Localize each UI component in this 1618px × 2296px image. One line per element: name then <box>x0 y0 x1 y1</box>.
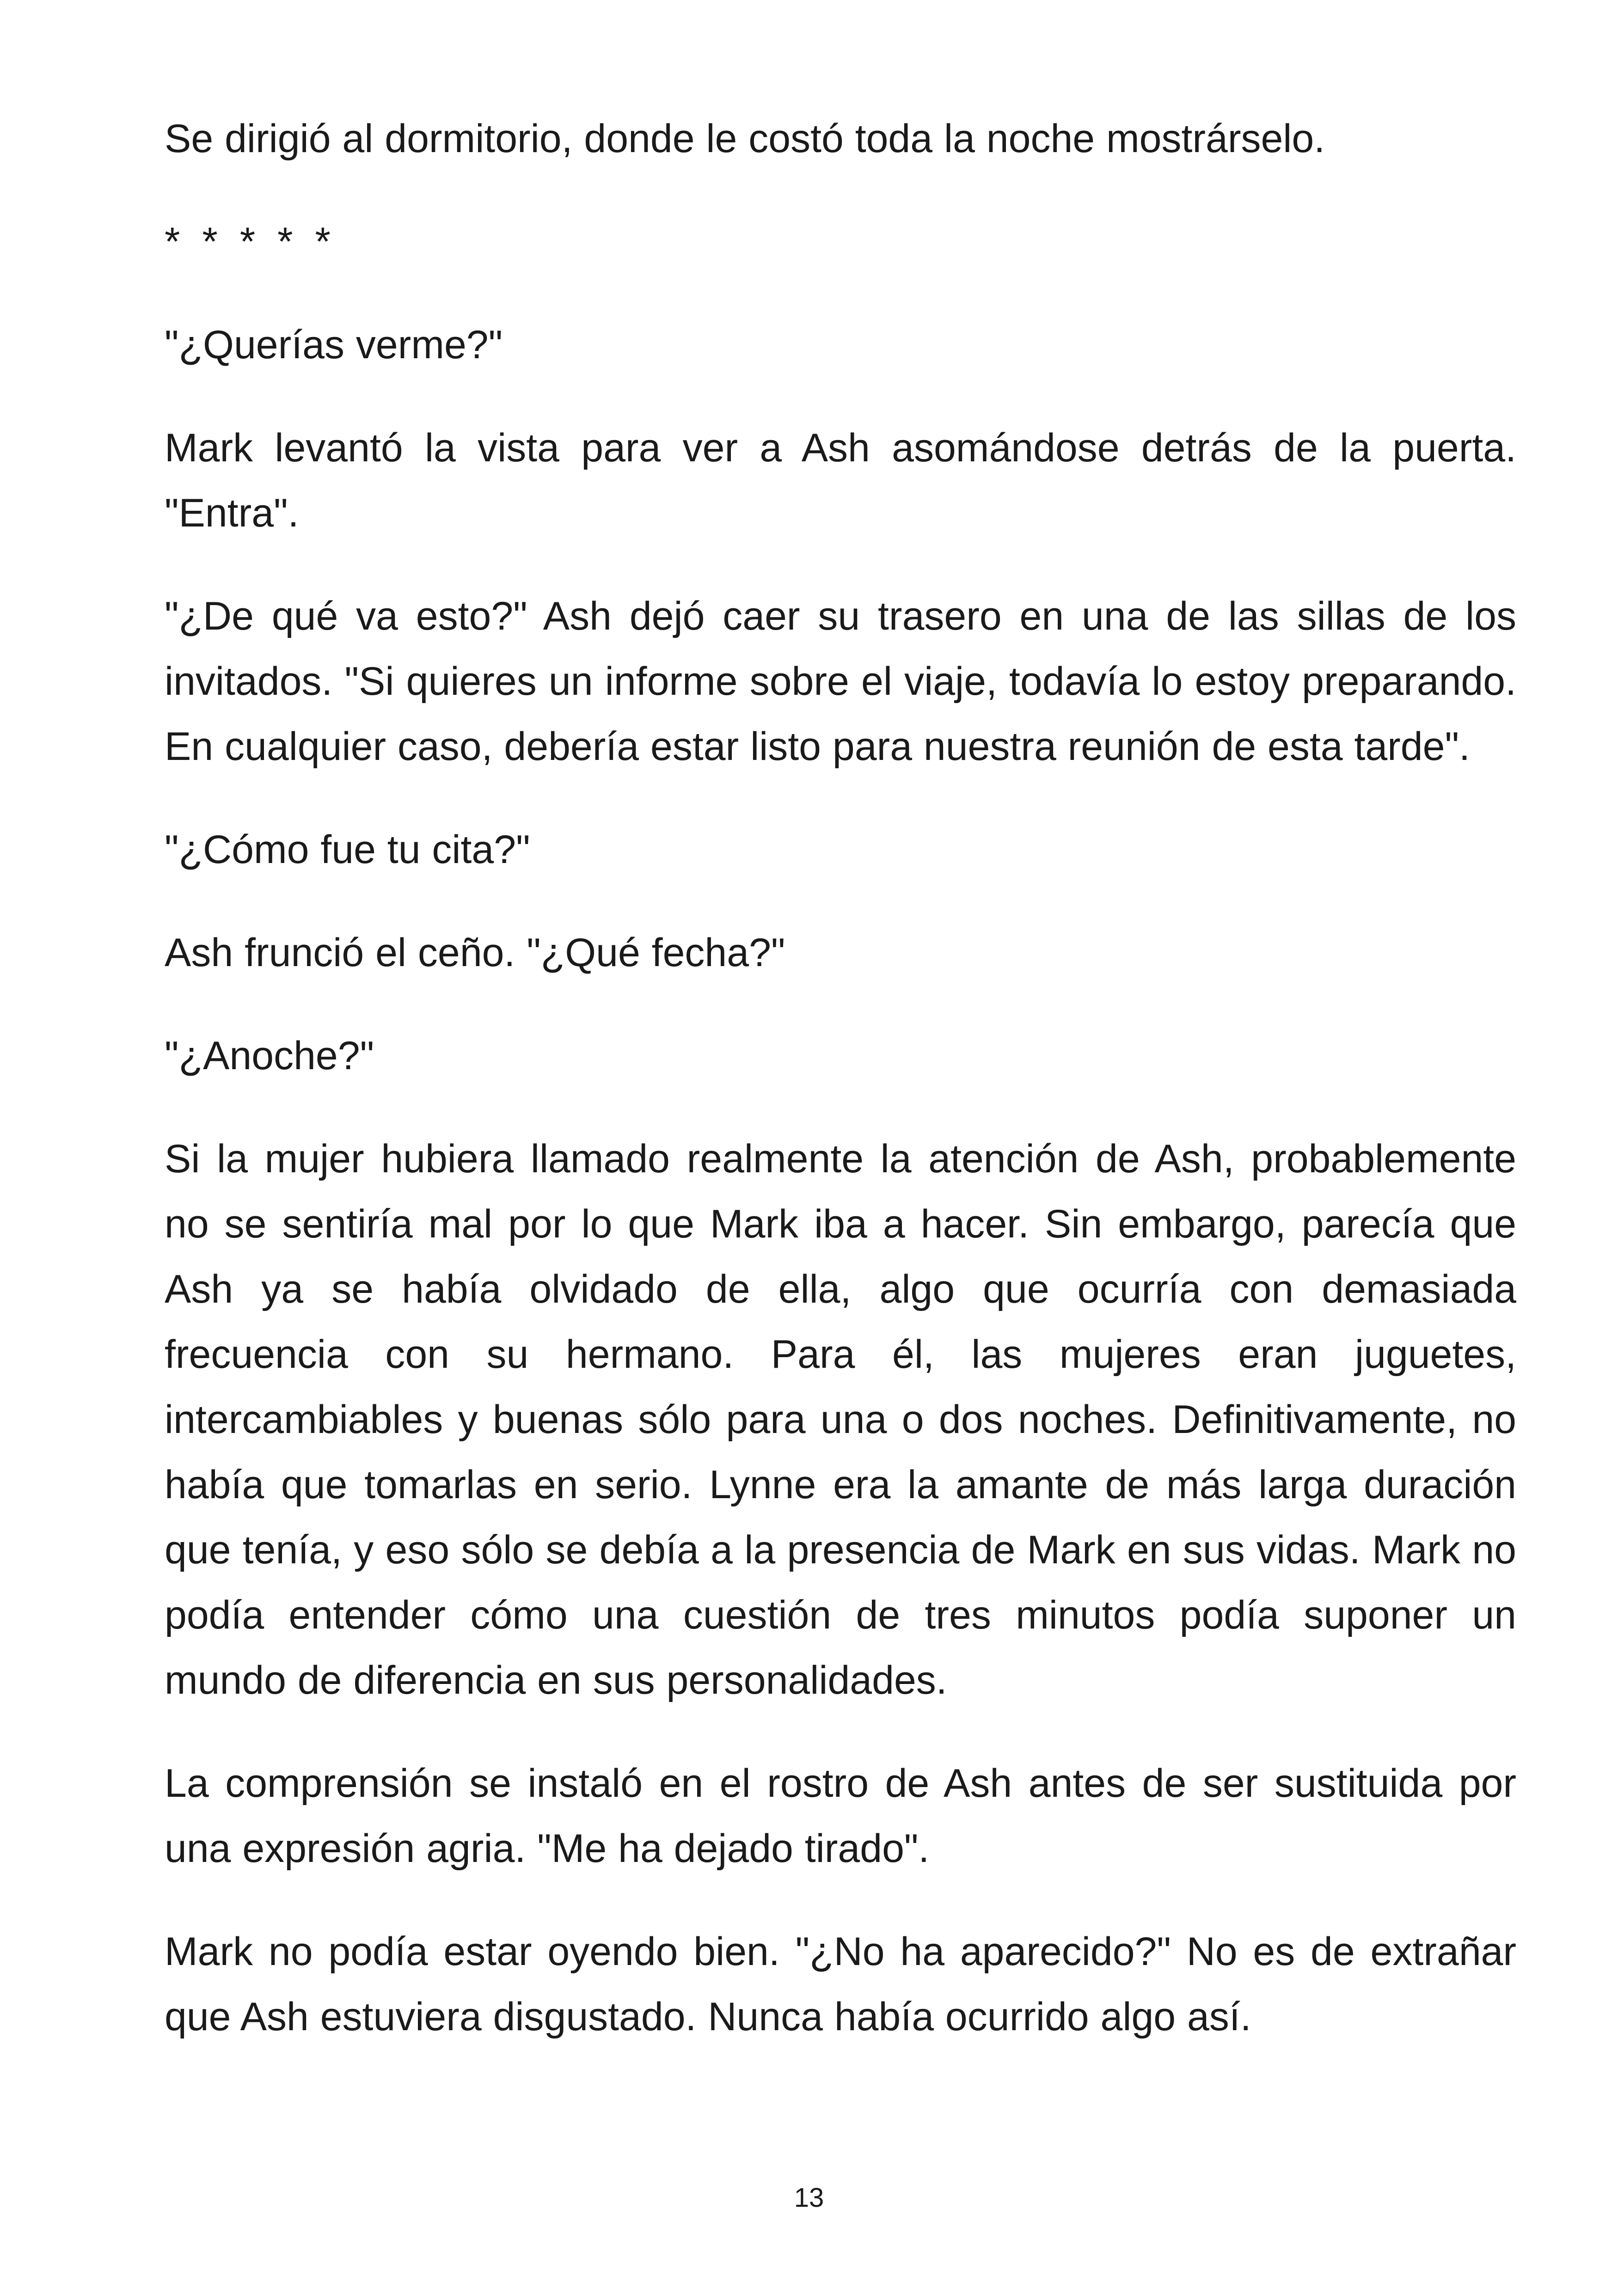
paragraph-6: Ash frunció el ceño. "¿Qué fecha?" <box>165 931 785 975</box>
paragraph-1: Se dirigió al dormitorio, donde le costó toda la noche mostrárselo. <box>165 116 1325 161</box>
paragraph-10: Mark no podía estar oyendo bien. "¿No ha aparecido?" No es de extrañar que Ash estuviera disgustado. Nunca había ocurrido algo así. <box>165 1929 1516 2039</box>
paragraph-3: Mark levantó la vista para ver a Ash asomándose detrás de la puerta. "Entra". <box>165 426 1516 535</box>
paragraph-9: La comprensión se instaló en el rostro de Ash antes de ser sustituida por una expresión agria. "Me ha dejado tirado". <box>165 1761 1516 1871</box>
paragraph-4: "¿De qué va esto?" Ash dejó caer su trasero en una de las sillas de los invitados. "Si quieres un informe sobre el viaje, todavía lo estoy preparando. En cualquier caso, debería estar listo para nuestra reunión de esta tarde". <box>165 594 1516 769</box>
page-number: 13 <box>794 2183 824 2213</box>
document-body <box>165 106 1516 2088</box>
paragraph-2: "¿Querías verme?" <box>165 323 503 367</box>
paragraph-8: Si la mujer hubiera llamado realmente la atención de Ash, probablemente no se sentiría mal por lo que Mark iba a hacer. Sin embargo, parecía que Ash ya se había olvidado de ella, algo que ocurría con demasiada frecuencia con su hermano. Para él, las mujeres eran juguetes, intercambiables y buenas sólo para una o dos noches. Definitivamente, no había que tomarlas en serio. Lynne era la amante de más larga duración que tenía, y eso sólo se debía a la presencia de Mark en sus vidas. Mark no podía entender cómo una cuestión de tres minutos podía suponer un mundo de diferencia en sus personalidades. <box>165 1137 1516 1702</box>
scene-separator: * * * * * <box>165 220 336 264</box>
paragraph-5: "¿Cómo fue tu cita?" <box>165 827 530 872</box>
paragraph-7: "¿Anoche?" <box>165 1034 374 1078</box>
